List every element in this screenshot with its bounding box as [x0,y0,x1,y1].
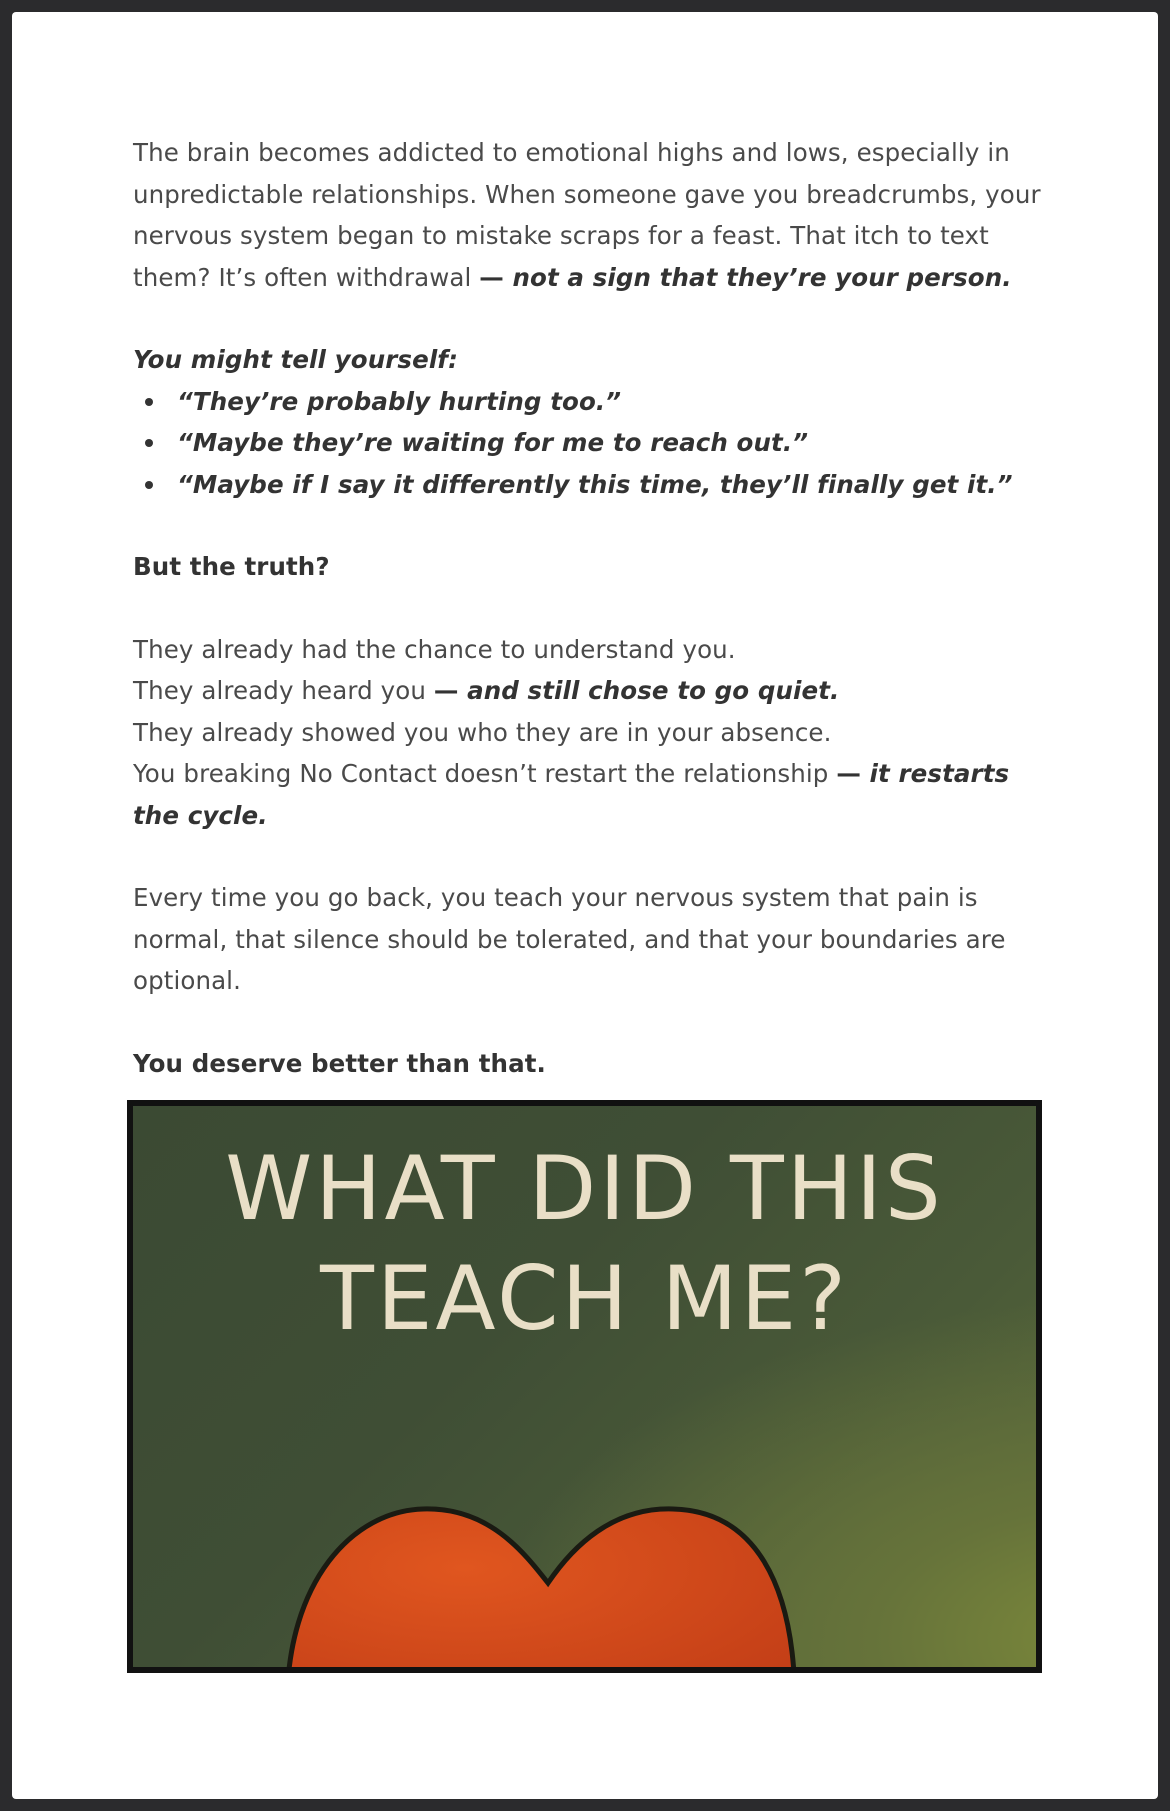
chalkboard-title-line-1: WHAT DID THIS [225,1137,944,1240]
paragraph-addiction-text: The brain becomes addicted to emotional highs and lows, especially in unpredictable relationships. When someone gave you breadcrumbs, your nervous system began to mistake scraps for a feast. That itch to text them? It’s often withdrawal [133,138,1041,292]
heart-icon [283,1501,803,1667]
chalkboard-illustration [127,1100,1042,1673]
paragraph-every-time: Every time you go back, you teach your nervous system that pain is normal, that silence should be tolerated, and that your boundaries are optional. [133,883,1006,995]
em-dash: — [433,676,468,705]
chalkboard-title [133,1134,1036,1354]
truth-line-1: They already had the chance to understand you. [133,634,736,664]
chalkboard [133,1106,1036,1667]
paragraph-addiction-emphasis: not a sign that they’re your person. [512,262,1012,292]
truth-line-2-text: They already heard you [133,676,434,705]
document-page [12,12,1158,1799]
truth-line-3: They already showed you who they are in your absence. [133,717,832,747]
truth-line-4 [133,753,1053,836]
list-item: “Maybe if I say it differently this time, they’ll finally get it.” [133,464,1053,506]
closing-line: You deserve better than that. [133,1048,546,1078]
list-item: “They’re probably hurting too.” [133,381,1053,423]
paragraph-addiction [133,132,1053,298]
em-dash: — [836,759,870,788]
self-talk-list [133,381,1053,506]
truth-block [133,629,1053,837]
truth-heading: But the truth? [133,552,330,581]
chalkboard-title-line-2: TEACH ME? [320,1247,849,1350]
truth-line-2-emphasis: and still chose to go quiet. [467,676,840,705]
truth-line-4-emphasis: it restarts the cycle. [133,759,1010,830]
list-item: “Maybe they’re waiting for me to reach out.” [133,422,1053,464]
em-dash: — [479,262,513,292]
truth-line-4-text: You breaking No Contact doesn’t restart the relationship [133,759,837,788]
article-body [133,132,1053,1084]
self-talk-lead: You might tell yourself: [133,345,458,374]
truth-line-2 [133,670,1053,712]
